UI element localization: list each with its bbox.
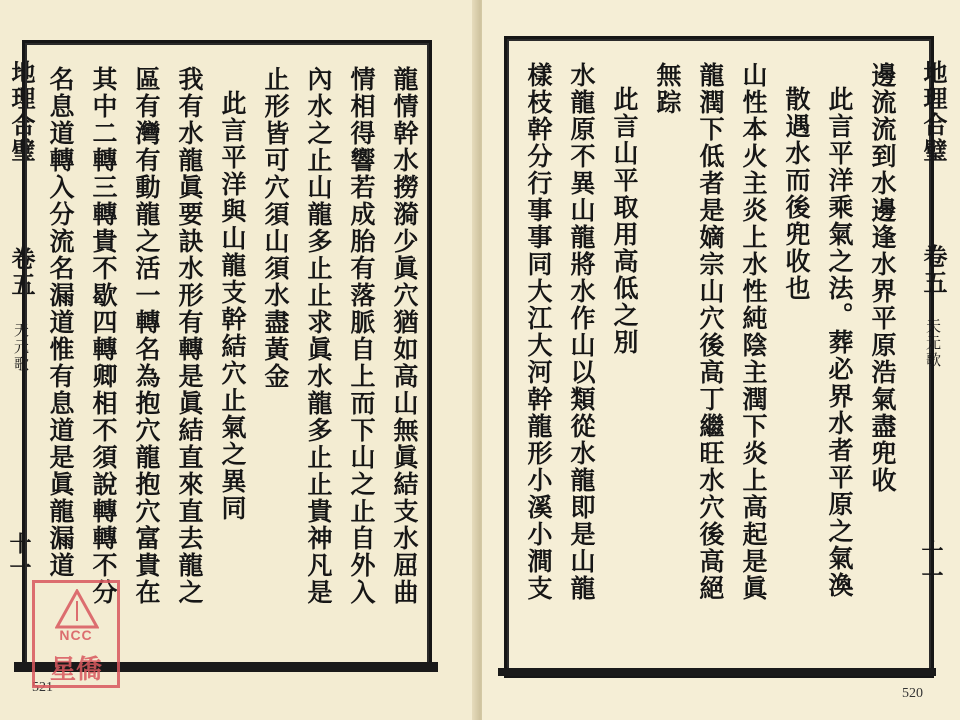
left-column-6: 我有水龍眞要訣水形有轉是眞結直來直去龍之 <box>175 66 204 606</box>
left-folio: 十一 <box>6 532 32 580</box>
left-column-9: 名息道轉入分流名漏道惟有息道是眞龍漏道 <box>46 66 75 579</box>
left-column-8: 其中二轉三轉貴不歇四轉卿相不須說轉轉不分 <box>89 66 118 606</box>
right-column-3: 散遇水而後兜收也 <box>782 86 811 302</box>
right-column-5: 龍潤下低者是嫡宗山穴後高丁繼旺水穴後高絕 <box>696 62 725 602</box>
left-page-number: 521 <box>32 680 53 695</box>
right-page <box>482 0 960 720</box>
left-page <box>0 0 478 720</box>
right-column-4: 山性本火主炎上水性純陰主潤下炎上高起是眞 <box>739 62 768 602</box>
right-folio: 十一 <box>918 540 944 588</box>
right-column-9: 樣枝幹分行事事同大江大河幹龍形小溪小澗支 <box>524 62 553 602</box>
right-volume-label: 卷五 <box>919 244 948 296</box>
left-column-7: 區有灣有動龍之活一轉名為抱穴龍抱穴富貴在 <box>132 66 161 606</box>
right-page-number: 520 <box>902 686 923 701</box>
left-column-5: 此言平洋與山龍支幹結穴止氣之異同 <box>218 90 247 522</box>
collector-stamp <box>32 580 120 688</box>
right-column-2: 此言平洋乘氣之法。葬必界水者平原之氣渙 <box>825 86 854 599</box>
left-volume-label: 卷五 <box>7 246 36 298</box>
right-column-6: 無踪 <box>653 62 682 116</box>
left-column-4: 止形皆可穴須山須水盡黃金 <box>261 66 290 390</box>
right-column-8: 水龍原不異山龍將水作山以類從水龍即是山龍 <box>567 62 596 602</box>
left-column-2: 情相得響若成胎有落脈自上而下山之止自外入 <box>347 66 376 606</box>
left-running-head: 地理合璧 <box>7 60 36 164</box>
stamp-emblem-icon <box>55 589 99 629</box>
stamp-top-text: NCC <box>59 627 93 643</box>
right-column-7: 此言山平取用高低之別 <box>610 86 639 356</box>
stamp-bottom-text: 星僑 <box>49 655 102 685</box>
left-column-3: 內水之止山龍多止止求眞水龍多止止貴神凡是 <box>304 66 333 606</box>
left-section-label: 天元歌 <box>12 322 30 373</box>
right-section-label: 天元歌 <box>924 318 942 369</box>
right-frame-bottom-rule <box>498 668 936 676</box>
right-running-head: 地理合璧 <box>919 60 948 164</box>
left-column-1: 龍情幹水撈漪少眞穴猶如高山無眞結支水屈曲 <box>390 66 419 606</box>
right-column-1: 邊流流到水邊逢水界平原浩氣盡兜收 <box>868 62 897 494</box>
